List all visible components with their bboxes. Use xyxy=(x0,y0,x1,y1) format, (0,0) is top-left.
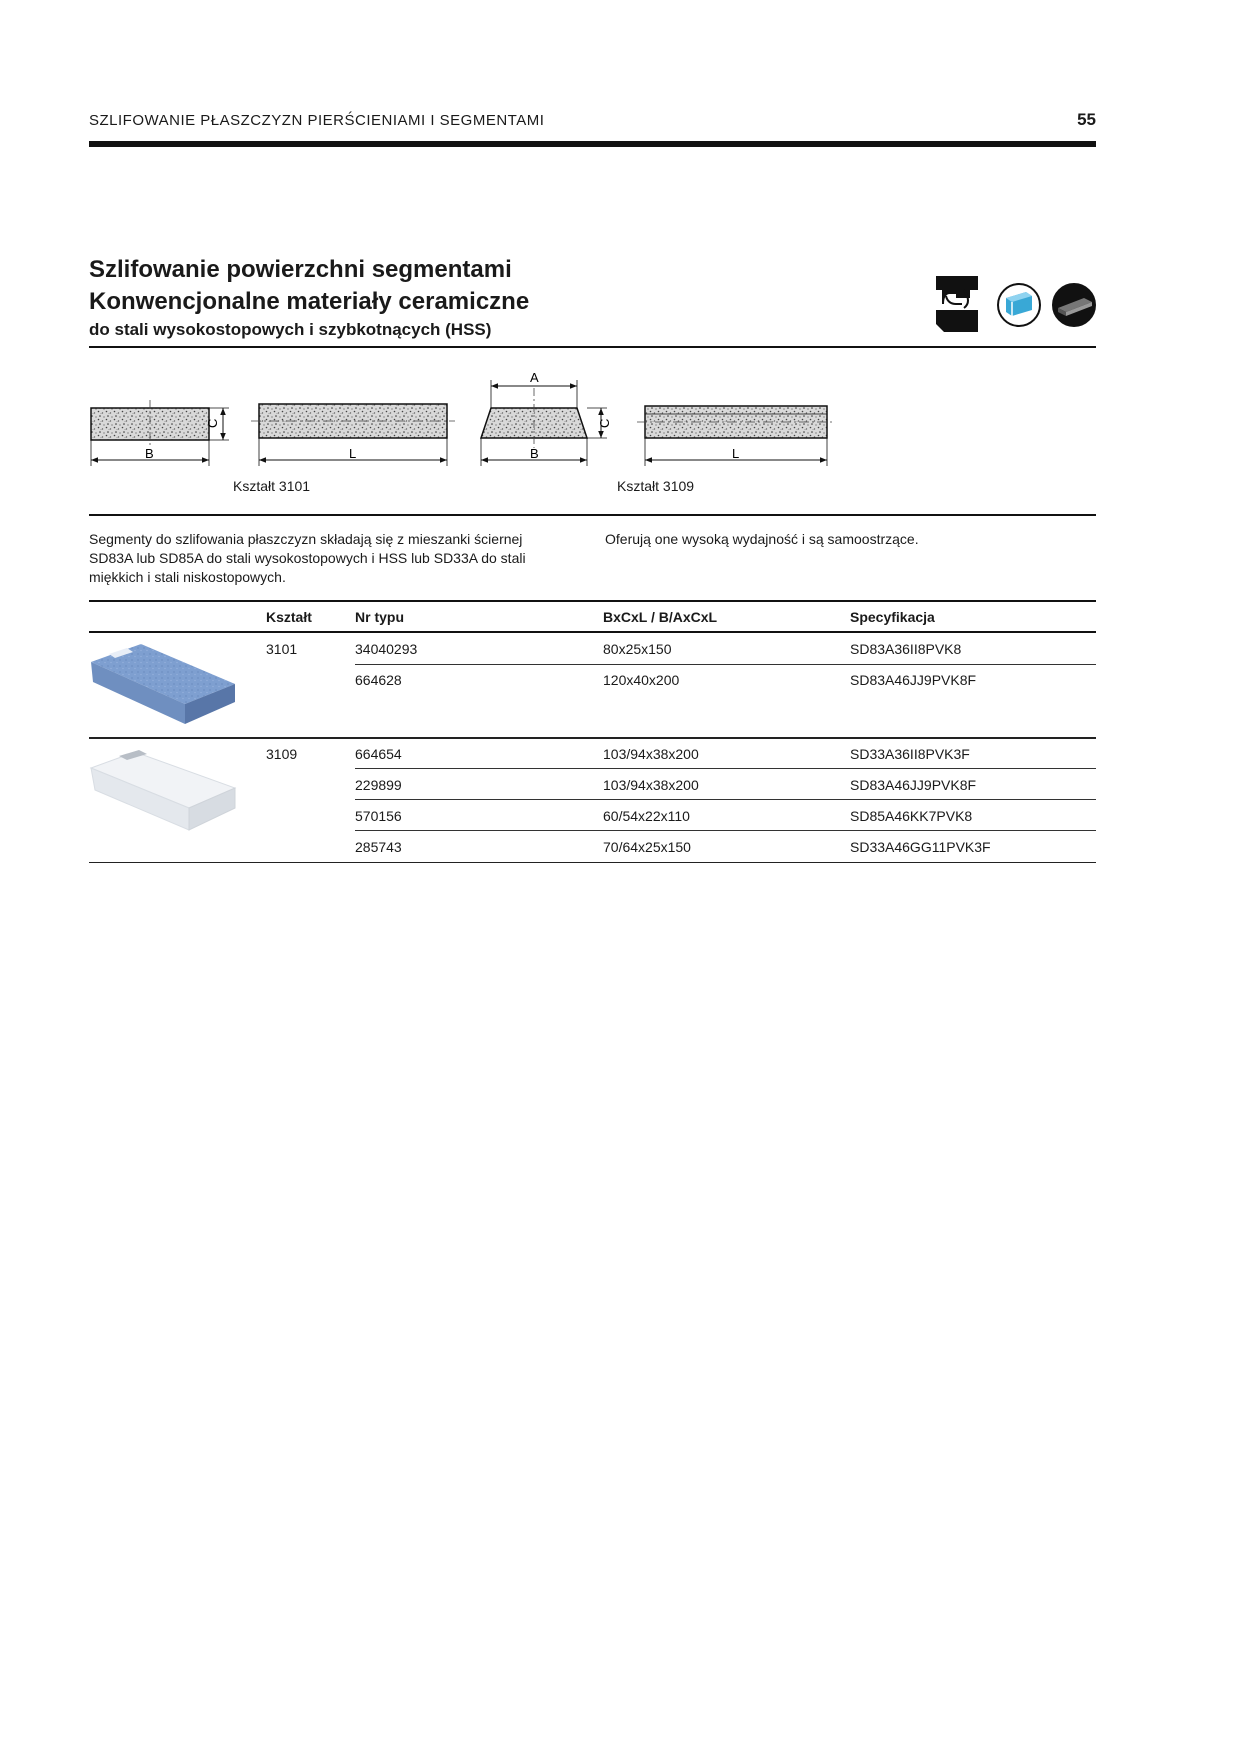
spec-cell: SD83A36II8PVK8 xyxy=(850,641,962,657)
dims-cell: 103/94x38x200 xyxy=(603,777,699,793)
caption-shape-3101: Kształt 3101 xyxy=(233,478,311,494)
row-divider xyxy=(355,830,1096,831)
shape-3101-cross-section xyxy=(91,400,229,466)
description-rule xyxy=(89,514,1096,516)
product-image-3109 xyxy=(89,746,239,838)
header-rule xyxy=(89,141,1096,147)
dim-label-c-3101: C xyxy=(205,418,220,428)
shape-cell: 3109 xyxy=(266,746,298,762)
shape-cell: 3101 xyxy=(266,641,298,657)
description-right: Oferują one wysoką wydajność i są samoostrzące. xyxy=(605,531,919,547)
surface-grinding-icon xyxy=(936,276,978,332)
dim-label-b-3109: B xyxy=(530,446,539,461)
spec-cell: SD33A36II8PVK3F xyxy=(850,746,970,762)
dims-cell: 120x40x200 xyxy=(603,672,680,688)
spec-cell: SD85A46KK7PVK8 xyxy=(850,808,973,824)
row-divider xyxy=(355,664,1096,665)
section-subtitle: do stali wysokostopowych i szybkotnących (HSS) xyxy=(89,320,492,339)
col-header-dimensions: BxCxL / B/AxCxL xyxy=(603,609,718,625)
dim-label-b-3101: B xyxy=(145,446,154,461)
type-no-cell: 285743 xyxy=(355,839,402,855)
shape-3109-cross-section xyxy=(481,380,607,466)
dim-label-l-3109: L xyxy=(732,446,740,461)
type-no-cell: 664654 xyxy=(355,746,402,762)
dim-label-l-3101: L xyxy=(349,446,357,461)
row-divider xyxy=(355,768,1096,769)
spec-cell: SD33A46GG11PVK3F xyxy=(850,839,991,855)
spec-cell: SD83A46JJ9PVK8F xyxy=(850,777,977,793)
col-header-shape: Kształt xyxy=(266,609,312,625)
steel-profile-icon xyxy=(998,284,1040,326)
dims-cell: 80x25x150 xyxy=(603,641,672,657)
group-divider xyxy=(89,737,1096,739)
type-no-cell: 570156 xyxy=(355,808,402,824)
title-rule xyxy=(89,346,1096,348)
product-image-3101 xyxy=(89,640,239,732)
section-title-secondary: Konwencjonalne materiały ceramiczne xyxy=(89,288,530,315)
col-header-specification: Specyfikacja xyxy=(850,609,935,625)
running-header-title: SZLIFOWANIE PŁASZCZYZN PIERŚCIENIAMI I SEGMENTAMI xyxy=(89,112,545,129)
segment-product-icon xyxy=(1053,284,1095,326)
type-no-cell: 229899 xyxy=(355,777,402,793)
dims-cell: 70/64x25x150 xyxy=(603,839,691,855)
dim-label-c-3109: C xyxy=(597,418,612,428)
dims-cell: 103/94x38x200 xyxy=(603,746,699,762)
caption-shape-3109: Kształt 3109 xyxy=(617,478,695,494)
table-bottom-rule xyxy=(89,862,1096,863)
table-top-rule xyxy=(89,600,1096,602)
application-icons xyxy=(934,274,1096,332)
table-header-rule xyxy=(89,631,1096,633)
dims-cell: 60/54x22x110 xyxy=(603,808,690,824)
dim-label-a-3109: A xyxy=(530,370,539,385)
product-table xyxy=(89,600,1096,870)
row-divider xyxy=(355,799,1096,800)
section-title: Szlifowanie powierzchni segmentami xyxy=(89,256,512,283)
spec-cell: SD83A46JJ9PVK8F xyxy=(850,672,977,688)
col-header-type-no: Nr typu xyxy=(355,609,404,625)
description-left: Segmenty do szlifowania płaszczyzn składają się z mieszanki ściernej SD83A lub SD85A do stali wysokostopowych i HSS lub SD33A do stali miękkich i stali niskostopowych. xyxy=(89,531,526,585)
page-number: 55 xyxy=(1077,110,1096,129)
type-no-cell: 664628 xyxy=(355,672,402,688)
type-no-cell: 34040293 xyxy=(355,641,418,657)
